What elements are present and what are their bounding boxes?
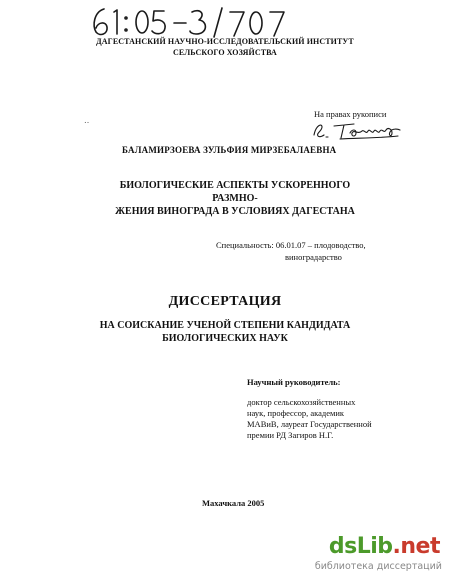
degree-statement [60,319,390,345]
thesis-title-line-1: БИОЛОГИЧЕСКИЕ АСПЕКТЫ УСКОРЕННОГО РАЗМНО- [119,180,351,204]
specialty-line-1: Специальность: 06.01.07 – плодоводство, [216,240,366,250]
dslib-logo [329,534,440,559]
place-and-year: Махачкала 2005 [202,498,265,508]
handwritten-archive-code [84,4,324,40]
watermark-tagline: библиотека диссертаций [314,561,442,572]
handwritten-signature [310,117,405,141]
supervisor-line-2: наук, профессор, академик [247,408,345,418]
supervisor-line-1: доктор сельскохозяйственных [247,397,356,407]
supervisor-details [247,397,372,441]
author-name: БАЛАМИРЗОЕВА ЗУЛЬФИЯ МИРЗЕБАЛАЕВНА [122,145,337,155]
specialty-line-2: виноградарство [285,252,342,262]
logo-part-2: .net [392,534,440,559]
logo-part-1: dsLib [328,534,393,559]
supervisor-label: Научный руководитель: [247,377,341,387]
dslib-watermark[interactable] [290,534,450,580]
supervisor-line-3: МАВиВ, лауреат Государственной [247,419,372,429]
institute-line-1: ДАГЕСТАНСКИЙ НАУЧНО-ИССЛЕДОВАТЕЛЬСКИЙ ИНСТИТУТ [96,37,354,46]
thesis-title-line-2: ЖЕНИЯ ВИНОГРАДА В УСЛОВИЯХ ДАГЕСТАНА [115,206,355,217]
specialty [216,239,366,263]
degree-line-1: НА СОИСКАНИЕ УЧЕНОЙ СТЕПЕНИ КАНДИДАТА [99,320,351,331]
institute-header [50,36,400,58]
margin-mark: ‥ [84,116,90,125]
supervisor-line-4: премии РД Загиров Н.Г. [247,430,334,440]
rights-note: На правах рукописи [314,109,387,119]
document-type-heading: ДИССЕРТАЦИЯ [168,294,282,309]
thesis-title [100,179,370,218]
institute-line-2: СЕЛЬСКОГО ХОЗЯЙСТВА [173,48,277,57]
degree-line-2: БИОЛОГИЧЕСКИХ НАУК [162,333,288,344]
